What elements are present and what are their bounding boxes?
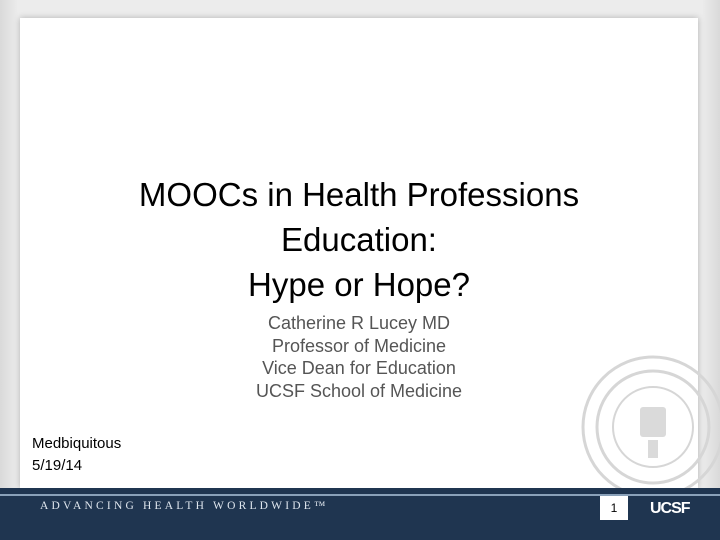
slide-title [20,172,698,307]
presenter-institution: UCSF School of Medicine [255,380,463,401]
ucsf-logo-text: UCSF [650,500,690,517]
event-info [32,433,121,477]
presenter-title: Professor of Medicine [271,335,447,356]
presenter-info [20,312,698,402]
event-name: Medbiquitous [32,435,122,452]
ucsf-logo-icon [648,493,696,521]
title-line-3: Hype or Hope? [248,266,470,303]
page-number: 1 [600,496,628,520]
title-line-1: MOOCs in Health Professions [138,176,580,213]
footer-tagline: ADVANCING HEALTH WORLDWIDE™ [40,500,329,512]
presenter-role: Vice Dean for Education [262,358,456,378]
event-date: 5/19/14 [32,457,83,474]
presenter-name: Catherine R Lucey MD [267,313,451,333]
title-line-2: Education: [281,221,437,258]
